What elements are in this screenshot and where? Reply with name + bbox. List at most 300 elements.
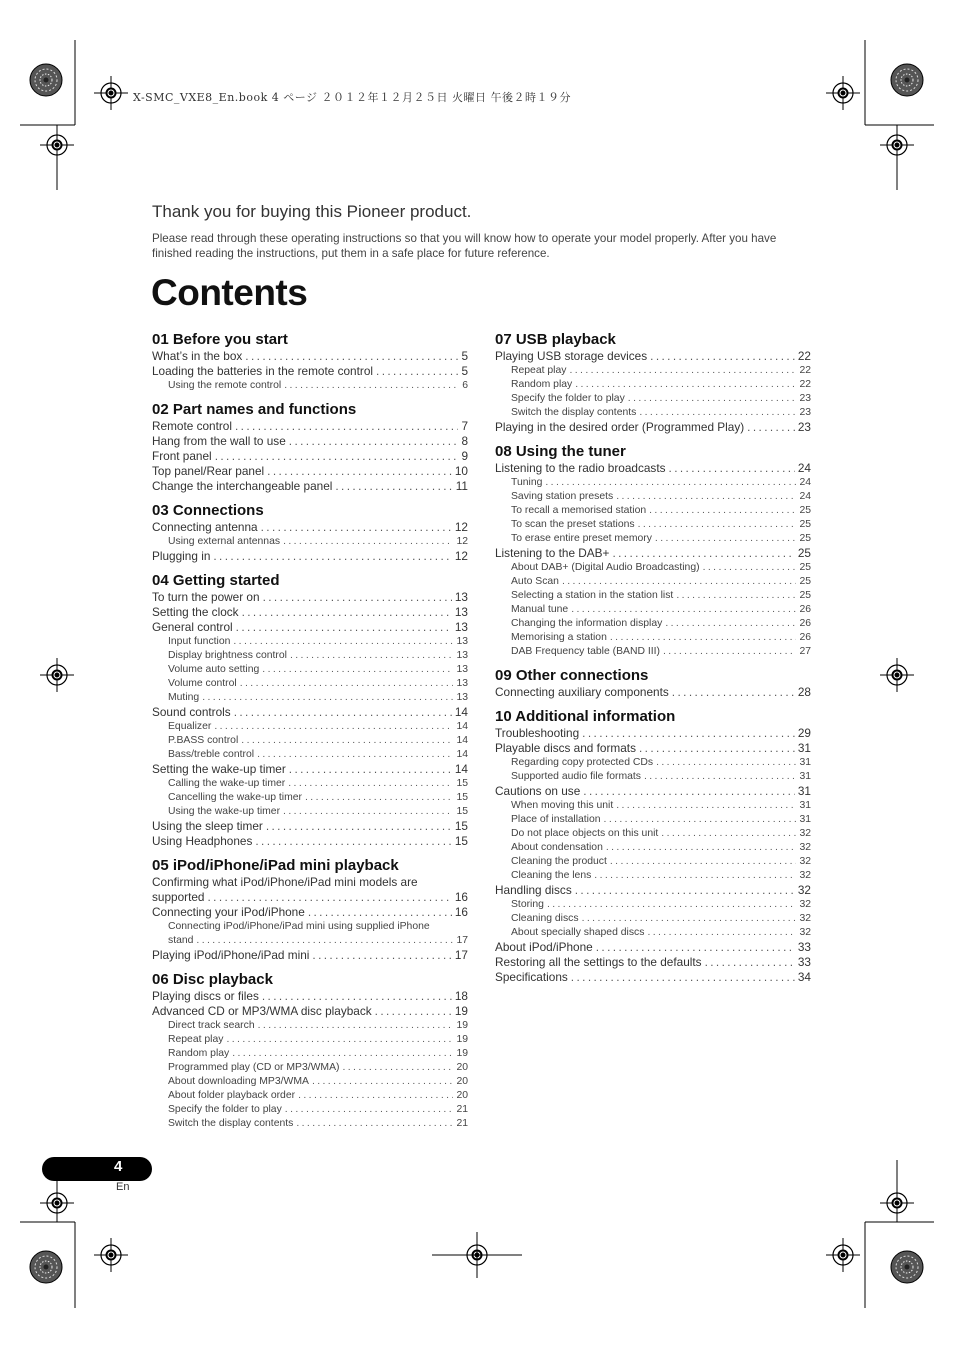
toc-entry[interactable] xyxy=(152,349,468,364)
toc-entry-page: 12 xyxy=(454,520,468,534)
toc-entry[interactable] xyxy=(495,645,811,659)
toc-entry[interactable] xyxy=(152,934,468,948)
toc-entry-page: 33 xyxy=(797,940,811,954)
toc-entry[interactable] xyxy=(495,855,811,869)
dot-leader xyxy=(283,535,453,549)
toc-entry-text: Using the remote control xyxy=(168,380,282,391)
dot-leader xyxy=(665,617,796,631)
toc-entry-page: 22 xyxy=(799,365,811,376)
toc-entry-page: 5 xyxy=(461,349,468,363)
toc-entry[interactable] xyxy=(495,631,811,645)
dot-leader xyxy=(562,575,796,589)
dot-leader xyxy=(335,479,452,494)
dot-leader xyxy=(612,546,794,561)
toc-entry-text: Handling discs xyxy=(495,883,572,897)
toc-entry-text: Change the interchangeable panel xyxy=(152,479,333,493)
dot-leader xyxy=(703,561,797,575)
toc-entry[interactable] xyxy=(495,883,811,898)
toc-entry[interactable] xyxy=(152,1061,468,1075)
toc-entry-page: 32 xyxy=(799,870,811,881)
toc-section-heading: 03 Connections xyxy=(152,502,264,519)
toc-entry-page: 24 xyxy=(797,461,811,475)
toc-right-column xyxy=(495,330,811,985)
toc-entry-text: Connecting antenna xyxy=(152,520,258,534)
toc-entry-page: 15 xyxy=(454,819,468,833)
dot-leader xyxy=(288,777,453,791)
toc-entry-text: Display brightness control xyxy=(168,650,287,661)
toc-entry-text: Specifications xyxy=(495,970,568,984)
dot-leader xyxy=(594,869,796,883)
toc-entry-text: Using the wake-up timer xyxy=(168,806,281,817)
dot-leader xyxy=(289,762,452,777)
toc-entry[interactable] xyxy=(152,1089,468,1103)
toc-entry[interactable] xyxy=(495,617,811,631)
toc-entry-page: 13 xyxy=(456,650,468,661)
toc-entry[interactable] xyxy=(152,1047,468,1061)
toc-section-heading: 04 Getting started xyxy=(152,572,280,589)
toc-entry[interactable] xyxy=(152,605,468,620)
toc-entry[interactable] xyxy=(152,691,468,705)
toc-entry-page: 17 xyxy=(456,935,468,946)
dot-leader xyxy=(266,819,452,834)
dot-leader xyxy=(242,605,452,620)
toc-entry-page: 32 xyxy=(799,913,811,924)
toc-entry[interactable] xyxy=(495,406,811,420)
toc-entry-page: 12 xyxy=(456,536,468,547)
toc-entry-text: Connecting iPod/iPhone/iPad mini using supplied iPhone xyxy=(168,921,430,932)
dot-leader xyxy=(547,898,797,912)
toc-entry-page: 25 xyxy=(799,533,811,544)
dot-leader xyxy=(747,420,795,435)
toc-entry-text: Random play xyxy=(168,1048,230,1059)
toc-entry-page: 13 xyxy=(454,620,468,634)
toc-entry-page: 32 xyxy=(799,856,811,867)
toc-entry[interactable] xyxy=(152,677,468,691)
toc-entry-text: About condensation xyxy=(511,842,603,853)
toc-entry-text: What’s in the box xyxy=(152,349,243,363)
toc-entry-page: 23 xyxy=(799,407,811,418)
dot-leader xyxy=(285,1103,454,1117)
dot-leader xyxy=(705,955,795,970)
toc-entry-page: 21 xyxy=(456,1104,468,1115)
toc-entry-text: Volume auto setting xyxy=(168,664,260,675)
dot-leader xyxy=(214,720,453,734)
dot-leader xyxy=(628,392,797,406)
toc-entry-page: 19 xyxy=(454,1004,468,1018)
toc-entry-text: Calling the wake-up timer xyxy=(168,778,286,789)
toc-entry-page: 16 xyxy=(454,905,468,919)
toc-entry[interactable] xyxy=(495,378,811,392)
toc-entry[interactable] xyxy=(495,420,811,435)
dot-leader xyxy=(312,948,451,963)
toc-entry[interactable] xyxy=(495,912,811,926)
toc-entry[interactable] xyxy=(495,955,811,970)
toc-entry[interactable] xyxy=(152,734,468,748)
toc-entry-text: To turn the power on xyxy=(152,590,260,604)
toc-entry[interactable] xyxy=(495,461,811,476)
toc-entry-text: Setting the clock xyxy=(152,605,239,619)
toc-entry-text: Specify the folder to play xyxy=(511,393,625,404)
dot-leader xyxy=(639,406,796,420)
toc-entry-text: Playing USB storage devices xyxy=(495,349,648,363)
page-number-badge xyxy=(42,1157,152,1181)
dot-leader xyxy=(245,349,458,364)
toc-entry-text: Remote control xyxy=(152,419,232,433)
toc-entry[interactable] xyxy=(495,504,811,518)
dot-leader xyxy=(255,834,452,849)
toc-entry-page: 14 xyxy=(456,749,468,760)
toc-entry-text: About specially shaped discs xyxy=(511,927,645,938)
dot-leader xyxy=(262,989,452,1004)
toc-entry-text: Listening to the radio broadcasts xyxy=(495,461,666,475)
toc-entry-page: 12 xyxy=(454,549,468,563)
toc-entry-text: General control xyxy=(152,620,233,634)
toc-entry-page: 8 xyxy=(461,434,468,448)
toc-entry-text: Programmed play (CD or MP3/WMA) xyxy=(168,1062,340,1073)
toc-entry-page: 32 xyxy=(799,927,811,938)
dot-leader xyxy=(656,756,796,770)
toc-entry[interactable] xyxy=(152,948,468,963)
toc-entry[interactable] xyxy=(152,762,468,777)
toc-entry[interactable] xyxy=(495,841,811,855)
toc-entry[interactable] xyxy=(152,379,468,393)
toc-left-column xyxy=(152,330,468,1131)
toc-entry-page: 14 xyxy=(454,762,468,776)
toc-entry-text: About downloading MP3/WMA xyxy=(168,1076,309,1087)
toc-entry[interactable] xyxy=(152,1117,468,1131)
toc-entry-page: 15 xyxy=(456,792,468,803)
dot-leader xyxy=(639,741,795,756)
toc-entry[interactable] xyxy=(152,649,468,663)
dot-leader xyxy=(261,520,452,535)
toc-entry-text: Connecting your iPod/iPhone xyxy=(152,905,305,919)
dot-leader xyxy=(262,663,453,677)
toc-entry[interactable] xyxy=(152,520,468,535)
toc-entry-page: 19 xyxy=(456,1048,468,1059)
toc-entry[interactable] xyxy=(495,476,811,490)
dot-leader xyxy=(234,705,452,720)
toc-entry-text: Using the sleep timer xyxy=(152,819,263,833)
dot-leader xyxy=(676,589,796,603)
toc-entry[interactable] xyxy=(495,561,811,575)
dot-leader xyxy=(308,905,452,920)
toc-entry-text: Cancelling the wake-up timer xyxy=(168,792,302,803)
toc-entry[interactable] xyxy=(152,464,468,479)
toc-entry[interactable] xyxy=(152,535,468,549)
toc-entry[interactable] xyxy=(495,603,811,617)
toc-entry-text: Bass/treble control xyxy=(168,749,255,760)
toc-entry-text: Connecting auxiliary components xyxy=(495,685,669,699)
toc-entry-text: Specify the folder to play xyxy=(168,1104,282,1115)
toc-entry[interactable] xyxy=(495,940,811,955)
toc-entry-text: Using external antennas xyxy=(168,536,281,547)
dot-leader xyxy=(672,685,795,700)
toc-entry-text: Top panel/Rear panel xyxy=(152,464,265,478)
toc-entry-page: 7 xyxy=(461,419,468,433)
dot-leader xyxy=(342,1061,453,1075)
dot-leader xyxy=(649,504,796,518)
toc-entry[interactable] xyxy=(495,726,811,741)
dot-leader xyxy=(296,1117,453,1131)
dot-leader xyxy=(284,379,459,393)
toc-entry-page: 25 xyxy=(799,519,811,530)
toc-entry-page: 23 xyxy=(799,393,811,404)
dot-leader xyxy=(267,464,452,479)
dot-leader xyxy=(226,1033,453,1047)
toc-entry[interactable] xyxy=(152,479,468,494)
toc-entry-text: P.BASS control xyxy=(168,735,239,746)
toc-entry-text: About folder playback order xyxy=(168,1090,296,1101)
dot-leader xyxy=(606,841,797,855)
toc-entry-text: Playing discs or files xyxy=(152,989,259,1003)
toc-entry-text: Repeat play xyxy=(511,365,567,376)
toc-entry-text: supported xyxy=(152,890,205,904)
toc-entry-page: 13 xyxy=(456,678,468,689)
toc-entry-text: Storing xyxy=(511,899,544,910)
toc-entry[interactable] xyxy=(152,905,468,920)
toc-entry[interactable] xyxy=(152,1033,468,1047)
toc-entry[interactable] xyxy=(152,549,468,564)
toc-entry[interactable] xyxy=(152,434,468,449)
toc-entry-page: 26 xyxy=(799,632,811,643)
toc-entry[interactable] xyxy=(495,546,811,561)
dot-leader xyxy=(571,603,796,617)
toc-entry[interactable] xyxy=(495,869,811,883)
toc-entry-page: 21 xyxy=(456,1118,468,1129)
toc-entry-page: 15 xyxy=(454,834,468,848)
dot-leader xyxy=(257,748,453,762)
dot-leader xyxy=(232,1047,453,1061)
toc-entry-page: 11 xyxy=(455,479,468,493)
dot-leader xyxy=(610,631,797,645)
toc-entry-text: Confirming what iPod/iPhone/iPad mini models are xyxy=(152,875,418,889)
toc-entry[interactable] xyxy=(152,419,468,434)
toc-entry-page: 20 xyxy=(456,1090,468,1101)
toc-entry-page: 31 xyxy=(799,814,811,825)
toc-entry[interactable] xyxy=(495,784,811,799)
toc-entry[interactable] xyxy=(495,813,811,827)
toc-entry-page: 20 xyxy=(456,1062,468,1073)
toc-entry-text: When moving this unit xyxy=(511,800,614,811)
toc-entry-text: About iPod/iPhone xyxy=(495,940,593,954)
toc-entry-text: Cautions on use xyxy=(495,784,581,798)
toc-entry[interactable] xyxy=(495,532,811,546)
toc-entry[interactable] xyxy=(152,805,468,819)
toc-entry-page: 26 xyxy=(799,618,811,629)
toc-entry-page: 29 xyxy=(797,726,811,740)
toc-entry-page: 16 xyxy=(454,890,468,904)
dot-leader xyxy=(644,770,796,784)
toc-entry[interactable] xyxy=(495,575,811,589)
toc-entry-text: Switch the display contents xyxy=(168,1118,294,1129)
toc-entry-page: 5 xyxy=(461,364,468,378)
toc-entry-text: Listening to the DAB+ xyxy=(495,546,610,560)
toc-entry[interactable] xyxy=(152,635,468,649)
toc-entry[interactable] xyxy=(152,1103,468,1117)
toc-entry[interactable] xyxy=(152,449,468,464)
toc-entry-page: 31 xyxy=(799,800,811,811)
dot-leader xyxy=(661,827,796,841)
toc-entry-text: To erase entire preset memory xyxy=(511,533,652,544)
toc-entry-page: 14 xyxy=(454,705,468,719)
dot-leader xyxy=(236,620,452,635)
page-title: Contents xyxy=(151,272,308,313)
dot-leader xyxy=(196,934,453,948)
toc-entry[interactable] xyxy=(495,756,811,770)
toc-entry[interactable] xyxy=(152,590,468,605)
toc-entry-text: Regarding copy protected CDs xyxy=(511,757,654,768)
dot-leader xyxy=(545,476,796,490)
dot-leader xyxy=(202,691,453,705)
toc-entry[interactable] xyxy=(495,349,811,364)
toc-entry-page: 19 xyxy=(456,1034,468,1045)
toc-entry[interactable] xyxy=(152,748,468,762)
toc-entry-text: Tuning xyxy=(511,477,543,488)
toc-entry-text: About DAB+ (Digital Audio Broadcasting) xyxy=(511,562,700,573)
toc-entry-text: Changing the information display xyxy=(511,618,663,629)
dot-leader xyxy=(582,726,795,741)
toc-entry-page: 25 xyxy=(799,562,811,573)
dot-leader xyxy=(298,1089,453,1103)
toc-entry-text: Loading the batteries in the remote control xyxy=(152,364,374,378)
toc-entry[interactable] xyxy=(152,1019,468,1033)
toc-entry-page: 15 xyxy=(456,806,468,817)
toc-entry[interactable] xyxy=(495,364,811,378)
toc-entry-text: Input function xyxy=(168,636,231,647)
toc-entry[interactable] xyxy=(495,518,811,532)
toc-entry[interactable] xyxy=(495,392,811,406)
toc-entry-page: 15 xyxy=(456,778,468,789)
toc-section-heading: 05 iPod/iPhone/iPad mini playback xyxy=(152,857,399,874)
dot-leader xyxy=(290,649,453,663)
toc-entry[interactable] xyxy=(495,589,811,603)
dot-leader xyxy=(616,799,796,813)
toc-entry-page: 25 xyxy=(797,546,811,560)
dot-leader xyxy=(215,449,459,464)
toc-entry[interactable] xyxy=(495,926,811,940)
toc-entry[interactable] xyxy=(152,890,468,905)
toc-entry-text: Plugging in xyxy=(152,549,211,563)
dot-leader xyxy=(289,434,459,449)
toc-entry[interactable] xyxy=(152,1004,468,1019)
dot-leader xyxy=(207,890,451,905)
toc-entry-page: 22 xyxy=(799,379,811,390)
toc-entry-page: 25 xyxy=(799,576,811,587)
intro-text: Please read through these operating instructions so that you will know how to operate your model properly. After you have finished reading the instructions, put them in a safe place for future reference. xyxy=(152,232,777,260)
toc-entry[interactable] xyxy=(152,705,468,720)
toc-entry-page: 31 xyxy=(797,741,811,755)
toc-entry-text: Saving station presets xyxy=(511,491,614,502)
toc-entry-text: Restoring all the settings to the defaults xyxy=(495,955,702,969)
dot-leader xyxy=(583,784,795,799)
toc-entry-page: 33 xyxy=(797,955,811,969)
toc-entry-text: Memorising a station xyxy=(511,632,607,643)
dot-leader xyxy=(283,805,453,819)
toc-entry-text: Direct track search xyxy=(168,1020,255,1031)
toc-entry-text: Playing iPod/iPhone/iPad mini xyxy=(152,948,310,962)
toc-entry[interactable] xyxy=(152,620,468,635)
dot-leader xyxy=(610,855,797,869)
toc-entry-page: 25 xyxy=(799,505,811,516)
toc-entry[interactable] xyxy=(495,685,811,700)
toc-entry[interactable] xyxy=(495,970,811,985)
toc-entry[interactable] xyxy=(152,791,468,805)
toc-entry-text: Repeat play xyxy=(168,1034,224,1045)
toc-entry[interactable] xyxy=(152,777,468,791)
page-language: En xyxy=(116,1181,130,1193)
dot-leader xyxy=(616,490,796,504)
toc-entry-page: 32 xyxy=(799,828,811,839)
intro-heading: Thank you for buying this Pioneer product. xyxy=(152,202,472,221)
dot-leader xyxy=(647,926,796,940)
toc-entry-page: 27 xyxy=(799,646,811,657)
toc-entry-text: Muting xyxy=(168,692,200,703)
toc-entry-page: 31 xyxy=(799,757,811,768)
toc-entry-page: 13 xyxy=(454,590,468,604)
toc-entry[interactable] xyxy=(495,827,811,841)
dot-leader xyxy=(571,970,795,985)
toc-entry[interactable] xyxy=(495,490,811,504)
dot-leader xyxy=(655,532,797,546)
toc-entry-page: 31 xyxy=(799,771,811,782)
toc-entry-text: Advanced CD or MP3/WMA disc playback xyxy=(152,1004,372,1018)
toc-entry-page: 32 xyxy=(799,842,811,853)
toc-entry-page: 32 xyxy=(799,899,811,910)
toc-entry-text: Troubleshooting xyxy=(495,726,580,740)
toc-entry[interactable] xyxy=(152,720,468,734)
dot-leader xyxy=(650,349,795,364)
toc-entry[interactable] xyxy=(152,989,468,1004)
toc-entry-page: 34 xyxy=(797,970,811,984)
toc-entry[interactable] xyxy=(495,898,811,912)
toc-entry-text: Using Headphones xyxy=(152,834,253,848)
toc-entry[interactable] xyxy=(152,819,468,834)
dot-leader xyxy=(241,734,453,748)
toc-entry-page: 25 xyxy=(799,590,811,601)
toc-entry[interactable] xyxy=(152,1075,468,1089)
toc-entry[interactable] xyxy=(152,663,468,677)
toc-entry-text: Auto Scan xyxy=(511,576,559,587)
dot-leader xyxy=(375,1004,452,1019)
toc-entry-text: Manual tune xyxy=(511,604,569,615)
dot-leader xyxy=(596,940,795,955)
toc-section-heading: 09 Other connections xyxy=(495,667,649,684)
toc-entry-text: Place of installation xyxy=(511,814,601,825)
toc-entry-text: Do not place objects on this unit xyxy=(511,828,659,839)
toc-entry-page: 31 xyxy=(797,784,811,798)
dot-leader xyxy=(263,590,452,605)
toc-entry[interactable] xyxy=(495,770,811,784)
toc-entry-page: 14 xyxy=(456,735,468,746)
toc-entry[interactable] xyxy=(152,364,468,379)
toc-entry-page: 23 xyxy=(797,420,811,434)
page-number: 4 xyxy=(114,1158,123,1175)
toc-entry-text: Sound controls xyxy=(152,705,231,719)
toc-entry-text: Hang from the wall to use xyxy=(152,434,286,448)
print-header-line: X-SMC_VXE8_En.book 4 ページ ２０１２年１２月２５日 火曜日 午後２時１９分 xyxy=(133,91,571,104)
toc-entry-text: Playable discs and formats xyxy=(495,741,636,755)
toc-section-heading: 02 Part names and functions xyxy=(152,401,357,418)
toc-entry-text: Equalizer xyxy=(168,721,212,732)
toc-section-heading: 07 USB playback xyxy=(495,331,616,348)
dot-leader xyxy=(233,635,453,649)
toc-entry[interactable] xyxy=(495,799,811,813)
toc-entry[interactable] xyxy=(152,834,468,849)
toc-entry-page: 24 xyxy=(799,477,811,488)
dot-leader xyxy=(575,378,796,392)
toc-entry-page: 14 xyxy=(456,721,468,732)
toc-entry[interactable] xyxy=(495,741,811,756)
